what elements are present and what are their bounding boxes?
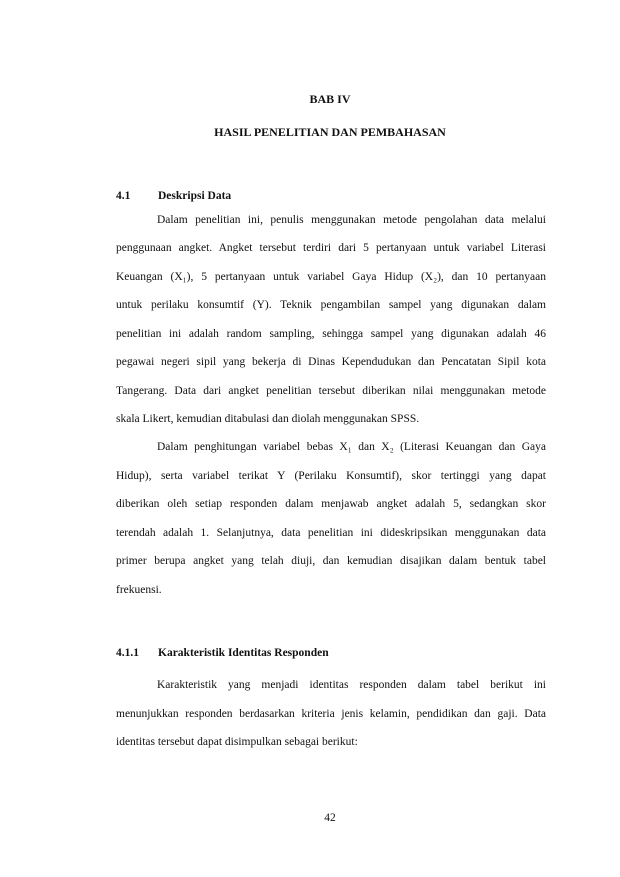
section-number: 4.1.1 bbox=[116, 647, 139, 659]
section-title: Karakteristik Identitas Responden bbox=[158, 647, 329, 659]
paragraph-line: Karakteristik yang menjadi identitas responden dalam tabel berikut ini bbox=[157, 679, 546, 691]
section-heading-4-1 bbox=[116, 190, 231, 202]
paragraph-line: Dalam penelitian ini, penulis menggunakan metode pengolahan data melalui bbox=[157, 214, 546, 226]
paragraph-line: penggunaan angket. Angket tersebut terdiri dari 5 pertanyaan untuk variabel Literasi bbox=[116, 242, 546, 254]
paragraph-line: frekuensi. bbox=[116, 584, 162, 596]
paragraph-line: Hidup), serta variabel terikat Y (Perilaku Konsumtif), skor tertinggi yang dapat bbox=[116, 470, 546, 482]
paragraph-line: terendah adalah 1. Selanjutnya, data penelitian ini dideskripsikan menggunakan data bbox=[116, 527, 546, 539]
paragraph-line: untuk perilaku konsumtif (Y). Teknik pengambilan sampel yang digunakan dalam bbox=[116, 299, 546, 311]
chapter-title: HASIL PENELITIAN DAN PEMBAHASAN bbox=[214, 125, 446, 139]
paragraph-line: Keuangan (X₁), 5 pertanyaan untuk variabel Gaya Hidup (X₂), dan 10 pertanyaan bbox=[116, 271, 546, 283]
paragraph-line: Tangerang. Data dari angket penelitian tersebut diberikan nilai menggunakan metode bbox=[116, 385, 546, 397]
section-heading-4-1-1 bbox=[116, 647, 329, 659]
paragraph-line: pegawai negeri sipil yang bekerja di Dinas Kependudukan dan Pencatatan Sipil kota bbox=[116, 356, 546, 368]
paragraph-line: identitas tersebut dapat disimpulkan sebagai berikut: bbox=[116, 736, 358, 748]
paragraph-line: penelitian ini adalah random sampling, sehingga sampel yang digunakan adalah 46 bbox=[116, 328, 546, 340]
paragraph-line: diberikan oleh setiap responden dalam menjawab angket adalah 5, sedangkan skor bbox=[116, 498, 546, 510]
page-number: 42 bbox=[324, 812, 336, 824]
section-number: 4.1 bbox=[116, 190, 131, 202]
paragraph-line: primer berupa angket yang telah diuji, dan kemudian disajikan dalam bentuk tabel bbox=[116, 555, 546, 567]
paragraph-line: Dalam penghitungan variabel bebas X₁ dan X₂ (Literasi Keuangan dan Gaya bbox=[157, 441, 546, 453]
paragraph-line: menunjukkan responden berdasarkan kriteria jenis kelamin, pendidikan dan gaji. Data bbox=[116, 708, 546, 720]
section-title: Deskripsi Data bbox=[158, 190, 232, 202]
chapter-label: BAB IV bbox=[309, 92, 351, 106]
paragraph-line: skala Likert, kemudian ditabulasi dan diolah menggunakan SPSS. bbox=[116, 413, 420, 425]
